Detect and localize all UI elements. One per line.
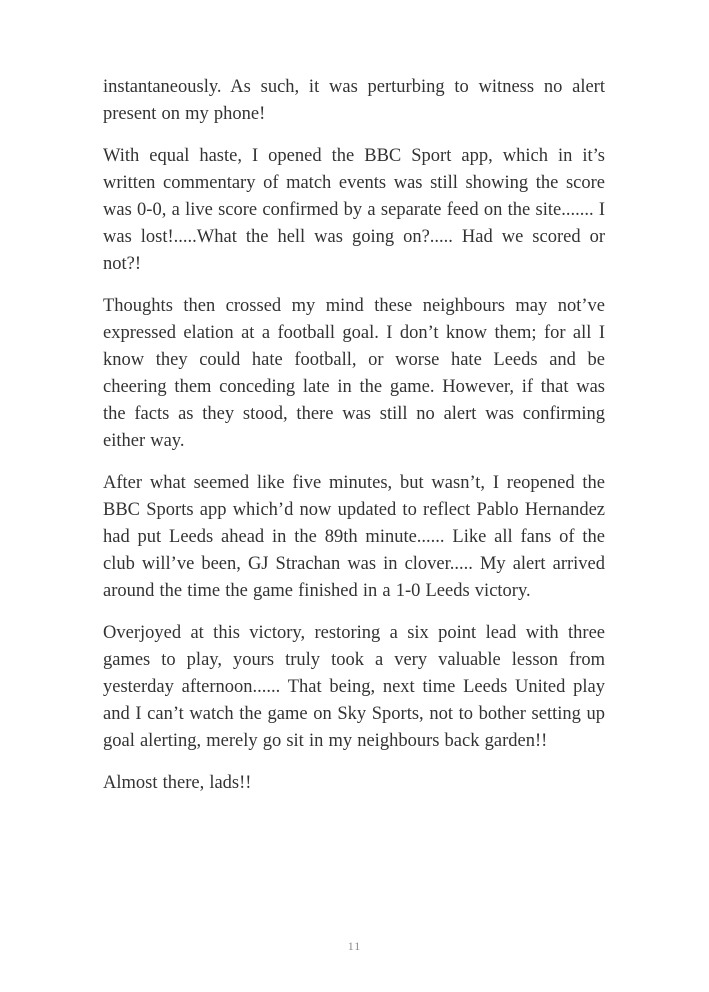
paragraph: With equal haste, I opened the BBC Sport app, which in it’s written commentary of match events was still showing the score was 0-0, a live score confirmed by a separate feed on the site....... I was lost!.....What the hell was going on?..... Had we scored or not?! [103, 146, 605, 274]
paragraph: Almost there, lads!! [103, 773, 252, 793]
paragraph: instantaneously. As such, it was perturbing to witness no alert present on my phone! [103, 77, 605, 124]
paragraph: After what seemed like five minutes, but wasn’t, I reopened the BBC Sports app which’d now updated to reflect Pablo Hernandez had put Leeds ahead in the 89th minute...... Like all fans of the club will’ve been, GJ Strachan was in clover..... My alert arrived around the time the game finished in a 1-0 Leeds victory. [103, 473, 605, 601]
paragraph: Thoughts then crossed my mind these neighbours may not’ve expressed elation at a football goal. I don’t know them; for all I know they could hate football, or worse hate Leeds and be cheering them conceding late in the game. However, if that was the facts as they stood, there was still no alert was confirming either way. [103, 296, 605, 451]
page-body-text [103, 74, 605, 797]
page-number: 11 [347, 939, 362, 953]
paragraph: Overjoyed at this victory, restoring a six point lead with three games to play, yours truly took a very valuable lesson from yesterday afternoon...... That being, next time Leeds United play and I can’t watch the game on Sky Sports, not to bother setting up goal alerting, merely go sit in my neighbours back garden!! [103, 623, 605, 751]
